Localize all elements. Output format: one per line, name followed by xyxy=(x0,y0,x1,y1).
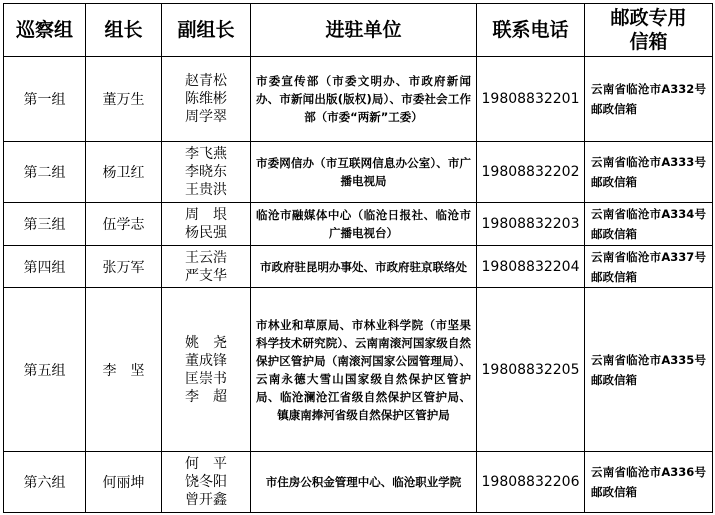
table-row xyxy=(4,203,713,246)
deputy-cell xyxy=(162,246,251,288)
group-cell: 第一组 xyxy=(4,57,86,142)
leader-cell: 董万生 xyxy=(86,57,162,142)
deputy-cell xyxy=(162,452,251,513)
deputy-name: 周 垠 xyxy=(185,207,227,223)
leader-cell: 张万军 xyxy=(86,246,162,288)
table-row xyxy=(4,246,713,288)
phone-cell: 19808832204 xyxy=(477,246,585,288)
table-row xyxy=(4,288,713,452)
phone-cell: 19808832206 xyxy=(477,452,585,513)
header-leader: 组长 xyxy=(86,4,162,57)
deputy-name: 李晓东 xyxy=(185,164,227,180)
table-row xyxy=(4,452,713,513)
mailbox-cell: 云南省临沧市A333号邮政信箱 xyxy=(585,142,713,203)
table-row xyxy=(4,142,713,203)
header-group: 巡察组 xyxy=(4,4,86,57)
deputy-name: 匡崇书 xyxy=(185,370,227,387)
header-mailbox-line1: 邮政专用 xyxy=(610,7,687,29)
header-mailbox xyxy=(585,4,713,57)
mailbox-cell: 云南省临沧市A336号邮政信箱 xyxy=(585,452,713,513)
deputy-name: 姚 尧 xyxy=(185,334,227,351)
leader-cell: 李 坚 xyxy=(86,288,162,452)
inspection-table xyxy=(3,3,713,513)
deputy-name: 何 平 xyxy=(185,456,227,472)
header-row xyxy=(4,4,713,57)
deputy-name: 周学翠 xyxy=(185,109,227,125)
mailbox-cell: 云南省临沧市A335号邮政信箱 xyxy=(585,288,713,452)
group-cell: 第二组 xyxy=(4,142,86,203)
unit-cell: 市政府驻昆明办事处、市政府驻京联络处 xyxy=(251,246,477,288)
deputy-cell xyxy=(162,142,251,203)
deputy-name: 董成锋 xyxy=(185,352,227,369)
deputy-cell xyxy=(162,203,251,246)
deputy-name: 李 超 xyxy=(185,388,227,405)
table-row xyxy=(4,57,713,142)
deputy-name: 李飞燕 xyxy=(185,146,227,162)
header-deputy: 副组长 xyxy=(162,4,251,57)
phone-cell: 19808832202 xyxy=(477,142,585,203)
phone-cell: 19808832205 xyxy=(477,288,585,452)
unit-cell: 市委网信办（市互联网信息办公室）、市广播电视局 xyxy=(251,142,477,203)
unit-cell: 临沧市融媒体中心（临沧日报社、临沧市广播电视台） xyxy=(251,203,477,246)
deputy-name: 饶冬阳 xyxy=(185,474,227,490)
group-cell: 第三组 xyxy=(4,203,86,246)
leader-cell: 何丽坤 xyxy=(86,452,162,513)
deputy-name: 王云浩 xyxy=(185,249,227,266)
unit-cell: 市委宣传部（市委文明办、市政府新闻办、市新闻出版(版权)局）、市委社会工作部（市委“两新”工委） xyxy=(251,57,477,142)
deputy-name: 杨民强 xyxy=(185,225,227,241)
group-cell: 第五组 xyxy=(4,288,86,452)
header-unit: 进驻单位 xyxy=(251,4,477,57)
group-cell: 第六组 xyxy=(4,452,86,513)
mailbox-cell: 云南省临沧市A334号邮政信箱 xyxy=(585,203,713,246)
phone-cell: 19808832201 xyxy=(477,57,585,142)
header-mailbox-line2: 信箱 xyxy=(629,31,668,53)
deputy-name: 赵青松 xyxy=(185,73,227,89)
mailbox-cell: 云南省临沧市A337号邮政信箱 xyxy=(585,246,713,288)
deputy-name: 曾开鑫 xyxy=(185,492,227,508)
deputy-cell xyxy=(162,288,251,452)
header-phone: 联系电话 xyxy=(477,4,585,57)
deputy-name: 王贵洪 xyxy=(185,182,227,198)
leader-cell: 伍学志 xyxy=(86,203,162,246)
unit-cell: 市林业和草原局、市林业科学院（市坚果科学技术研究院）、云南南滚河国家级自然保护区管护局（南滚河国家公园管理局）、云南永德大雪山国家级自然保护区管护局、临沧澜沧江省级自然保护区管护局、镇康南捧河省级自然保护区管护局 xyxy=(251,288,477,452)
deputy-name: 严支华 xyxy=(185,267,227,284)
deputy-cell xyxy=(162,57,251,142)
phone-cell: 19808832203 xyxy=(477,203,585,246)
mailbox-cell: 云南省临沧市A332号邮政信箱 xyxy=(585,57,713,142)
unit-cell: 市住房公积金管理中心、临沧职业学院 xyxy=(251,452,477,513)
deputy-name: 陈维彬 xyxy=(185,91,227,107)
leader-cell: 杨卫红 xyxy=(86,142,162,203)
group-cell: 第四组 xyxy=(4,246,86,288)
